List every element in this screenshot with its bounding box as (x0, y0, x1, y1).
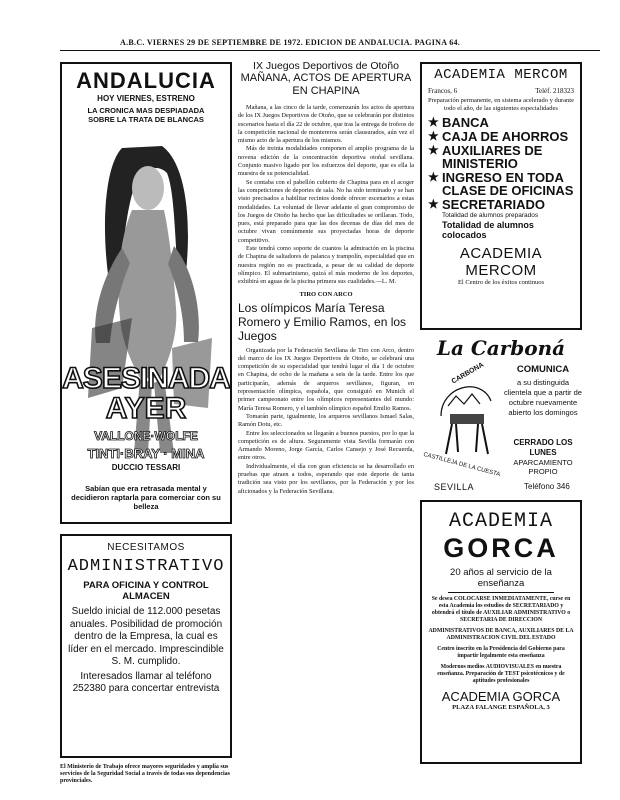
mercom-address: Francos, 6 (428, 87, 458, 95)
middle-column (238, 60, 414, 770)
star-icon: ★ (428, 129, 439, 143)
mercom-specialty-label: AUXILIARES DE MINISTERIO (442, 143, 543, 171)
star-icon: ★ (428, 197, 439, 211)
cinema-line2: LA CRONICA MAS DESPIADADA (87, 106, 205, 115)
star-icon: ★ (428, 115, 439, 129)
mercom-title: ACADEMIA MERCOM (434, 67, 568, 83)
article1-para4: Este tendrá como soporte de cuantos la admiración en la piscina de Chapina de saltadores de palanca y trampolín, especialidad que en nuestra región no es practicada, a pesar de su calidad de deporte olímpico. El submarinismo, quizá el más moderno de los deportes, exhibirá en aguas de la piscina primera sus cualidades.—L. M. (238, 245, 414, 286)
gorca-title-2: GORCA (443, 533, 559, 563)
cinema-line1: HOY VIERNES, ESTRENO (97, 94, 195, 103)
film-director: DUCCIO TESSARI (111, 463, 181, 472)
mercom-footer-title: ACADEMIA MERCOM (459, 245, 543, 279)
carbona-comunica: COMUNICA (516, 364, 570, 375)
job-line4: ALMACEN (122, 591, 170, 602)
carbona-closed: CERRADO LOS LUNES (513, 438, 573, 457)
gorca-body4: Modernos medios AUDIOVISUALES en nuestra enseñanza. Preparación de TEST psicotécnicos y de aptitudes profesionales (437, 664, 565, 684)
cinema-name: ANDALUCIA (76, 68, 216, 93)
mercom-tagline: El Centro de los éxitos continuos (457, 279, 545, 286)
article2-headline: Los olímpicos María Teresa Romero y Emilio Ramos, en los Juegos (238, 300, 407, 343)
mercom-specialties (428, 116, 574, 211)
mercom-specialty-label: CAJA DE AHORROS (442, 129, 569, 144)
gorca-body1: Se desea COLOCARSE INMEDIATAMENTE, curse en esta Academia los estudios de SECRETARIADO y obtendrá el título de AUXILIAR ADMINISTRATIVO o SECRETARIA DE DIRECCION (431, 596, 571, 623)
carbona-parking: APARCAMIENTO PROPIO (513, 458, 573, 476)
mercom-totals: Totalidad de alumnos colocados (442, 220, 534, 240)
mercom-specialty-item (428, 144, 574, 170)
mercom-specialty-label: INGRESO EN TODA CLASE DE OFICINAS (442, 170, 574, 198)
job-line3: PARA OFICINA Y CONTROL (83, 580, 209, 591)
mercom-note: Totalidad de alumnos preparados (442, 212, 539, 219)
gorca-ad (420, 500, 582, 764)
mercom-contact (428, 87, 574, 95)
star-icon: ★ (428, 170, 439, 184)
job-line1: NECESITAMOS (107, 542, 185, 553)
footer-note: El Ministerio de Trabajo ofrece mayores seguridades y amplía sus servicios de la Seguridad Social a través de todas sus dependencias provinciales. (60, 764, 231, 784)
mercom-specialty-label: BANCA (442, 115, 489, 130)
page-header: A.B.C. VIERNES 29 DE SEPTIEMBRE DE 1972. EDICION DE ANDALUCIA. PAGINA 64. (120, 38, 461, 47)
carbona-message: a su distinguida clientela que a partir de octubre nuevamente abierto los domingos (504, 378, 582, 417)
article1-para3: Se contaba con el pabellón cubierto de Chapina para en el acoger las competiciones de deportes de sala. No ha sido terminado y se han visto precisados a habilitar recintos donde ofrecer escenarios a estas modalidades. La voluntad de llevar adelante el gran compromiso de los Juegos de Otoño ha hecho que las dificultades se orillaran. Todo, pues, está preparado para que las dos decenas de días del mes de octubre vivan comúnmente sus proyectadas horas de deporte competitivo. (238, 178, 414, 244)
film-title-1: ASESINADA (62, 362, 230, 395)
mercom-intro: Preparación permanente, en sistema acelerado y durante todo el año, de las siguientes especialidades (428, 97, 574, 112)
mercom-specialty-item (428, 130, 574, 143)
carbona-logo-subtext: CASTILLEJA DE LA CUESTA (422, 451, 501, 479)
film-title-2: AYER (105, 392, 187, 425)
article1-para2: Más de treinta modalidades componen el amplio programa de la novena edición de la concentración deportiva otoñal sevillana. Conjunto masivo ligado por los esfuerzos del deporte, que es ella la muestra de su potencialidad. (238, 145, 414, 178)
header-rule (60, 50, 600, 51)
mercom-specialty-item (428, 171, 574, 197)
gorca-body2: ADMINISTRATIVOS DE BANCA, AUXILIARES DE LA ADMINISTRACION CIVIL DEL ESTADO (428, 628, 574, 641)
gorca-years: 20 años al servicio de la enseñanza (450, 567, 552, 589)
carbona-city: SEVILLA (434, 482, 475, 492)
carbona-title: La Carboná (436, 336, 566, 360)
carbona-ad (420, 336, 582, 494)
job-contact: Interesados llamar al teléfono 252380 para concertar entrevista (72, 670, 220, 694)
article2-body1: Organizada por la Federación Sevillana de Tiro con Arco, dentro del marco de los IX Juegos Deportivos de Otoño, se celebrará una competición de su especialidad que tendrá lugar el día 1 de octubre en Chapina, de ocho de la mañana a seis de la tarde. Entre los que participarán, además de arqueros sevillanos, figuran, en representación olímpica, española, que consiguió en Munich el primer campeonato entre los olímpicos representantes del mundo: María Teresa Romero, y el también olímpico español Emilio Ramos. (238, 346, 414, 412)
job-ad (60, 534, 232, 758)
article2-body4: Individualmente, el día con gran eficiencia se ha desarrollado en pruebas que atraen a todos, esperando que este deporte de tanta tradición sea visto por los sevillanos, por la Federación y por los aficionados y la Federación Sevillana. (238, 462, 414, 495)
gorca-title-1: ACADEMIA (448, 510, 553, 533)
cinema-line3: SOBRE LA TRATA DE BLANCAS (88, 115, 204, 124)
article1-kicker: IX Juegos Deportivos de Otoño (253, 60, 399, 72)
mercom-specialty-item (428, 116, 574, 129)
article2-body3: Entre los seleccionados se llegarán a buenos puestos, por lo que la competición es de altura. Seguramente vista Sevilla formarán con Armando Moreno, Jorge García, Carlos Cansejo y José Recuerda, entre otros. (238, 429, 414, 462)
carbona-logo (426, 366, 506, 466)
star-icon: ★ (428, 143, 439, 157)
gorca-rule (448, 592, 554, 593)
mercom-specialty-item (428, 198, 574, 211)
film-cast-2: TINTI·BRAY · MINA (87, 446, 205, 461)
mercom-ad (420, 62, 582, 330)
gorca-address: PLAZA FALANGE ESPAÑOLA, 3 (452, 704, 550, 711)
article2-body2: Tomarán parte, igualmente, los arqueros sevillanos Ismael Salas, Ramón Dotu, etc. (238, 412, 414, 429)
carbona-phone: Teléfono 346 (524, 482, 570, 491)
job-body: Sueldo inicial de 112.000 pesetas anuales. Posibilidad de promoción dentro de la Empresa, la cual es líder en el mercado. Imprescindible S. M. cumplido. (68, 606, 224, 667)
gorca-footer-title: ACADEMIA GORCA (441, 689, 561, 704)
article2-section: TIRO CON ARCO (299, 290, 353, 298)
cinema-ad (60, 62, 232, 524)
film-caption: Sabían que era retrasada mental y decidieron raptarla para comerciar con su belleza (71, 484, 221, 511)
article1-headline-2: EN CHAPINA (292, 85, 360, 97)
article1-para1: Mañana, a las cinco de la tarde, comenzarán los actos de apertura de los IX Juegos Deportivos de Otoño, que se celebrarán por distintos escenarios hasta el día 22 de octubre, que tras la entrega de trofeos de la competición nacional de montereros serán clausurados, aún vez el mismo acto de la apertura de los mismos. (238, 104, 414, 145)
carbona-logo-text: CARBONA (450, 361, 486, 386)
mercom-specialty-label: SECRETARIADO (442, 197, 546, 212)
film-cast-1: VALLONE·WOLFE (94, 429, 198, 443)
mercom-phone: Teléf. 218323 (535, 87, 574, 95)
article1-headline: MAÑANA, ACTOS DE APERTURA (240, 72, 412, 84)
gorca-body3: Centro inscrito en la Presidencia del Gobierno para impartir legalmente esta enseñanza (437, 646, 565, 659)
job-position: ADMINISTRATIVO (67, 557, 225, 576)
